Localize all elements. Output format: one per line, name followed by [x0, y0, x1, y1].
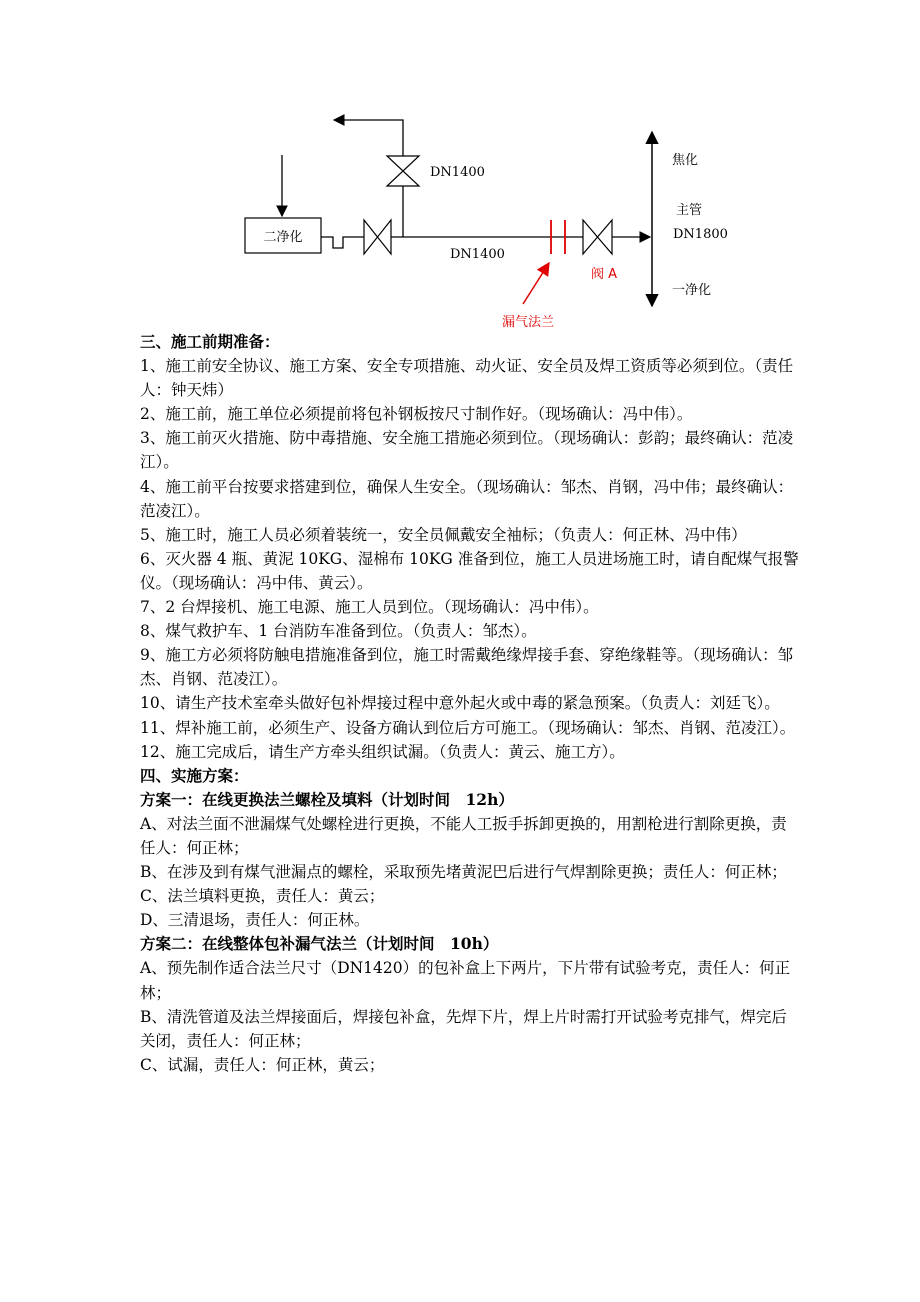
document-body [140, 330, 800, 1077]
list-item: A、预先制作适合法兰尺寸（DN1420）的包补盒上下两片，下片带有试验考克，责任人：何正林； [140, 959, 791, 1002]
valve-icon [387, 156, 419, 186]
outlet-pipe [334, 120, 403, 156]
section3-heading: 三、施工前期准备： [140, 332, 280, 351]
u-bend-pipe [321, 237, 364, 248]
horizontal-pipe-size-label: DN1400 [450, 247, 505, 262]
main-bottom-label: 一净化 [672, 283, 712, 298]
main-size-label: DN1800 [673, 227, 728, 242]
list-item: 12、施工完成后，请生产方牵头组织试漏。（负责人：黄云、施工方）。 [140, 742, 625, 761]
valve-icon [364, 220, 391, 254]
list-item: 10、请生产技术室牵头做好包补焊接过程中意外起火或中毒的紧急预案。（负责人：刘廷飞）。 [140, 694, 780, 713]
list-item: 6、灭火器 4 瓶、黄泥 10KG、湿棉布 10KG 准备到位，施工人员进场施工时，请自配煤气报警仪。（现场确认：冯中伟、黄云）。 [140, 549, 799, 592]
leak-flange-label: 漏气法兰 [502, 315, 555, 330]
list-item: 11、焊补施工前，必须生产、设备方确认到位后方可施工。（现场确认：邹杰、肖钢、范凌江）。 [140, 718, 796, 737]
list-item: D、三清退场，责任人：何正林。 [140, 911, 370, 930]
list-item: 4、施工前平台按要求搭建到位，确保人生安全。（现场确认：邹杰、肖钢，冯中伟；最终确认：范凌江）。 [140, 477, 794, 520]
leak-pointer-arrow [523, 263, 549, 304]
plan2-title: 方案二：在线整体包补漏气法兰（计划时间 10h） [140, 934, 499, 954]
list-item: B、在涉及到有煤气泄漏点的螺栓，采取预先堵黄泥巴后进行气焊割除更换；责任人：何正林； [140, 863, 787, 882]
list-item: C、法兰填料更换，责任人：黄云； [140, 887, 385, 906]
list-item: 2、施工前，施工单位必须提前将包补钢板按尺寸制作好。（现场确认：冯中伟）。 [140, 405, 693, 424]
valve-a-label: 阀 A [591, 267, 618, 282]
list-item: 1、施工前安全协议、施工方案、安全专项措施、动火证、安全员及焊工资质等必须到位。（责任人：钟天炜） [140, 357, 794, 400]
valve-a-icon [583, 220, 612, 254]
list-item: C、试漏，责任人：何正林，黄云； [140, 1055, 385, 1074]
vertical-pipe-size-label: DN1400 [430, 165, 485, 180]
main-top-label: 焦化 [672, 153, 699, 168]
list-item: 9、施工方必须将防触电措施准备到位，施工时需戴绝缘焊接手套、穿绝缘鞋等。（现场确认：邹杰、肖钢、范凌江）。 [140, 646, 794, 689]
list-item: A、对法兰面不泄漏煤气处螺栓进行更换，不能人工扳手拆卸更换的，用割枪进行割除更换，责任人：何正林； [140, 814, 787, 857]
plan1-title: 方案一：在线更换法兰螺栓及填料（计划时间 12h） [140, 789, 514, 809]
list-item: 7、2 台焊接机、施工电源、施工人员到位。（现场确认：冯中伟）。 [140, 598, 599, 617]
main-label: 主管 [676, 203, 703, 218]
list-item: 8、煤气救护车、1 台消防车准备到位。（负责人：邹杰）。 [140, 622, 537, 641]
list-item: 5、施工时，施工人员必须着装统一，安全员佩戴安全袖标；（负责人：何正林、冯中伟） [140, 525, 747, 544]
pipeline-diagram [0, 0, 920, 330]
list-item: 3、施工前灭火措施、防中毒措施、安全施工措施必须到位。（现场确认：彭韵；最终确认：范凌江）。 [140, 429, 794, 472]
section4-heading: 四、实施方案： [140, 765, 249, 785]
box-label: 二净化 [263, 230, 303, 245]
list-item: B、清洗管道及法兰焊接面后，焊接包补盒，先焊下片，焊上片时需打开试验考克排气，焊完后关闭，责任人：何正林； [140, 1007, 787, 1050]
